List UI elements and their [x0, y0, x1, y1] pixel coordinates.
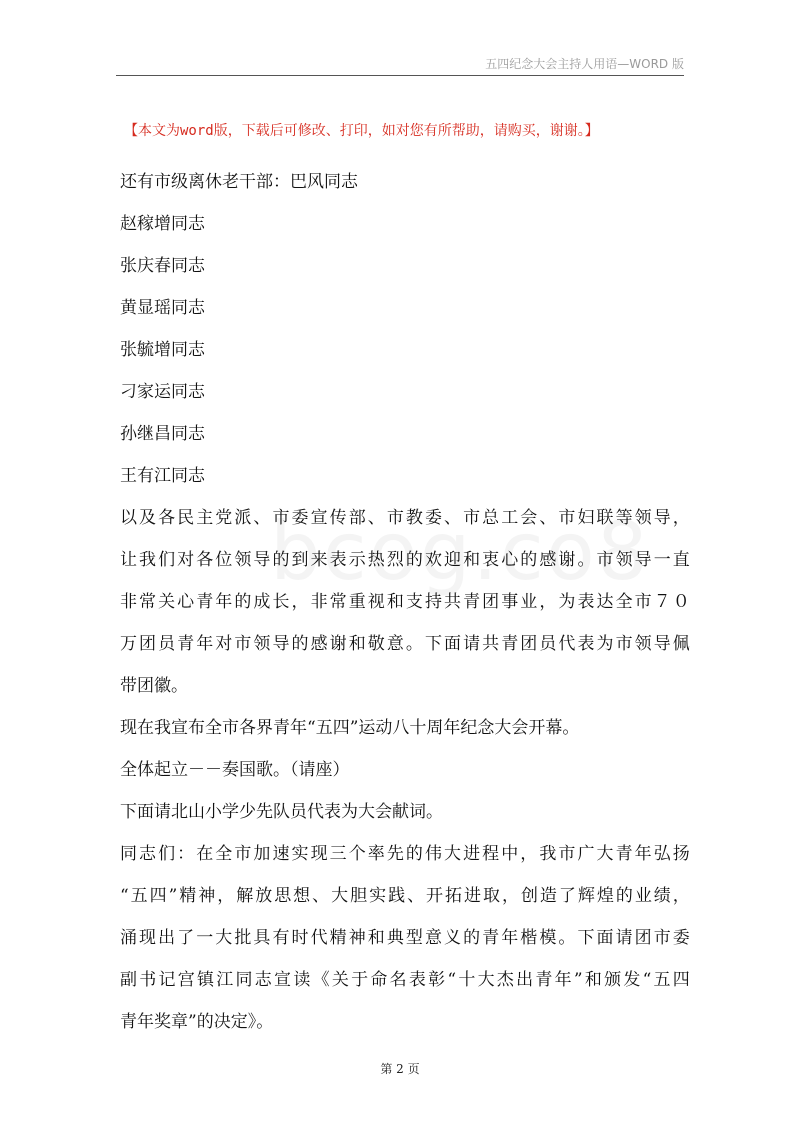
body-line: 万团员青年对市领导的感谢和敬意。下面请共青团员代表为市领导佩 — [120, 634, 690, 654]
body-line: 非常关心青年的成长，非常重视和支持共青团事业，为表达全市７０ — [120, 592, 690, 612]
body-line: 涌现出了一大批具有时代精神和典型意义的青年楷模。下面请团市委 — [120, 928, 690, 948]
body-line: 张毓增同志 — [120, 340, 205, 360]
header-divider — [116, 75, 684, 76]
body-line: 孙继昌同志 — [120, 424, 205, 444]
body-line: 同志们：在全市加速实现三个率先的伟大进程中，我市广大青年弘扬 — [120, 844, 690, 864]
page-number: 第 2 页 — [380, 1062, 420, 1076]
body-line: 青年奖章”的决定》。 — [120, 1012, 274, 1032]
purchase-notice: 【本文为word版，下载后可修改、打印，如对您有所帮助，请购买，谢谢。】 — [124, 123, 599, 139]
body-line: 让我们对各位领导的到来表示热烈的欢迎和衷心的感谢。市领导一直 — [120, 550, 690, 570]
body-line: 全体起立－－奏国歌。（请座） — [120, 760, 350, 780]
running-header: 五四纪念大会主持人用语—WORD 版 — [485, 57, 684, 71]
document-body — [120, 161, 690, 1043]
body-line: “五四”精神，解放思想、大胆实践、开拓进取，创造了辉煌的业绩， — [120, 886, 690, 906]
body-line: 还有市级离休老干部：巴风同志 — [120, 172, 358, 192]
body-line: 刁家运同志 — [120, 382, 205, 402]
body-line: 现在我宣布全市各界青年“五四”运动八十周年纪念大会开幕。 — [120, 718, 580, 738]
body-line: 副书记宫镇江同志宣读《关于命名表彰“十大杰出青年”和颁发“五四 — [120, 970, 690, 990]
body-line: 王有江同志 — [120, 466, 205, 486]
body-line: 黄显瑶同志 — [120, 298, 205, 318]
body-line: 赵稼增同志 — [120, 214, 205, 234]
body-line: 以及各民主党派、市委宣传部、市教委、市总工会、市妇联等领导， — [120, 508, 690, 528]
body-line: 下面请北山小学少先队员代表为大会献词。 — [120, 802, 443, 822]
body-line: 张庆春同志 — [120, 256, 205, 276]
body-line: 带团徽。 — [120, 676, 188, 696]
